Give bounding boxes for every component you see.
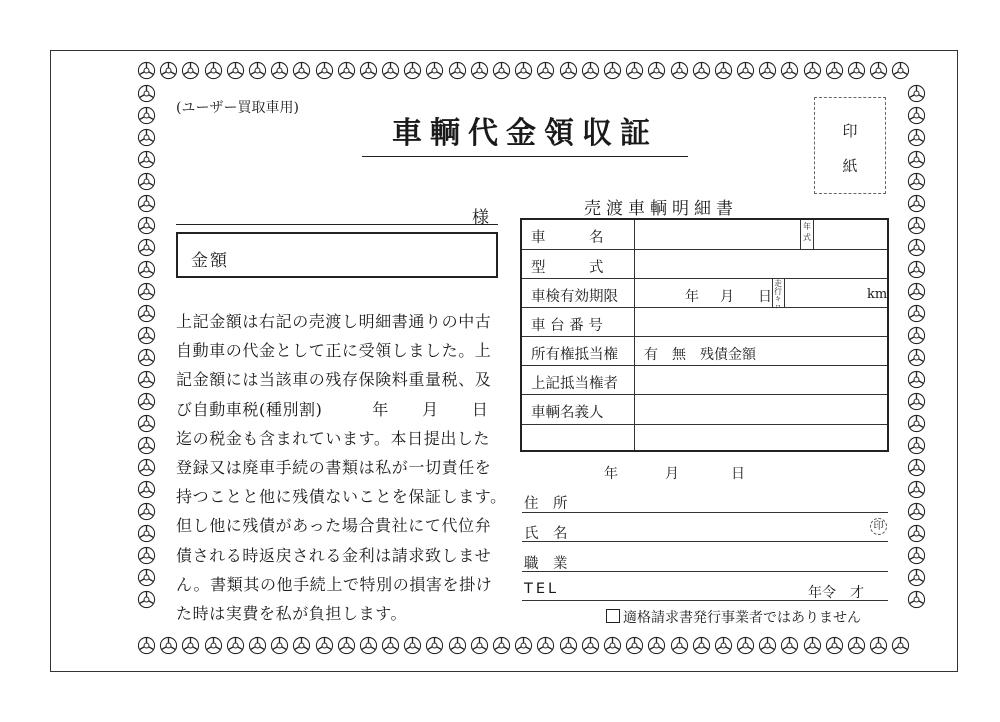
steering-wheel-icon <box>381 636 400 655</box>
steering-wheel-icon <box>907 568 926 587</box>
steering-wheel-icon <box>181 636 200 655</box>
steering-wheel-icon <box>891 636 910 655</box>
row-label-chassis-number: 車 台 番 号 <box>531 318 603 334</box>
steering-wheel-icon <box>137 216 156 235</box>
steering-wheel-icon <box>514 636 533 655</box>
steering-wheel-icon <box>803 61 822 80</box>
row-label-model: 型 式 <box>531 260 604 276</box>
address-label: 住 所 <box>524 496 568 512</box>
steering-wheel-icon <box>847 61 866 80</box>
tel-label: TEL <box>524 581 560 597</box>
date-month: 月 <box>665 466 679 482</box>
steering-wheel-icon <box>803 636 822 655</box>
body-line: た時は実費を私が負担します。 <box>176 604 408 624</box>
expiry-day: 日 <box>758 289 772 305</box>
body-line: 但し他に残債があった場合貴社にて代位弁 <box>176 516 492 536</box>
model-year-label-1: 年 <box>803 222 811 231</box>
steering-wheel-icon <box>647 636 666 655</box>
steering-wheel-icon <box>137 304 156 323</box>
steering-wheel-icon <box>270 61 289 80</box>
amount-box[interactable] <box>176 232 498 278</box>
steering-wheel-icon <box>907 282 926 301</box>
steering-wheel-icon <box>492 636 511 655</box>
steering-wheel-icon <box>736 61 755 80</box>
name-label: 氏 名 <box>524 526 568 542</box>
steering-wheel-icon <box>226 61 245 80</box>
steering-wheel-icon <box>907 458 926 477</box>
invoice-issuer-text: 適格請求書発行事業者ではありません <box>623 610 861 626</box>
mileage-label-2: 行 <box>774 287 782 296</box>
expiry-year: 年 <box>685 289 699 305</box>
steering-wheel-icon <box>292 61 311 80</box>
row-label-lienholder: 上記抵当権者 <box>531 376 618 392</box>
steering-wheel-icon <box>825 636 844 655</box>
steering-wheel-icon <box>137 150 156 169</box>
stamp-label-1: 印 <box>842 122 858 140</box>
steering-wheel-icon <box>559 61 578 80</box>
steering-wheel-icon <box>780 61 799 80</box>
body-line: 記金額には当該車の残存保険料重量税、及 <box>176 370 492 390</box>
row-label-inspection-expiry: 車検有効期限 <box>531 289 618 305</box>
steering-wheel-icon <box>907 326 926 345</box>
table-divider <box>634 220 635 450</box>
table-row-divider <box>522 307 887 308</box>
cell-divider <box>800 220 801 249</box>
steering-wheel-icon <box>137 568 156 587</box>
steering-wheel-icon <box>137 348 156 367</box>
steering-wheel-icon <box>825 61 844 80</box>
vehicle-detail-table <box>520 218 889 452</box>
body-line: 自動車の代金として正に受領しました。上 <box>176 341 492 361</box>
ornament-border-top <box>137 61 914 80</box>
body-line: 迄の税金も含まれています。本日提出した <box>176 428 491 448</box>
steering-wheel-icon <box>869 61 888 80</box>
steering-wheel-icon <box>470 61 489 80</box>
steering-wheel-icon <box>137 480 156 499</box>
tel-field[interactable] <box>522 600 888 601</box>
steering-wheel-icon <box>137 238 156 257</box>
steering-wheel-icon <box>714 61 733 80</box>
steering-wheel-icon <box>137 370 156 389</box>
stamp-label-2: 紙 <box>842 157 858 175</box>
body-line: び自動車税(種別割) 年 月 日 <box>176 399 489 419</box>
mileage-label-3: キロ <box>774 296 781 311</box>
row-label-ownership-lien: 所有権抵当権 <box>531 347 618 363</box>
ornament-border-bottom <box>137 636 914 655</box>
steering-wheel-icon <box>137 326 156 345</box>
steering-wheel-icon <box>692 61 711 80</box>
steering-wheel-icon <box>137 546 156 565</box>
expiry-month: 月 <box>720 289 734 305</box>
steering-wheel-icon <box>181 61 200 80</box>
steering-wheel-icon <box>647 61 666 80</box>
steering-wheel-icon <box>137 414 156 433</box>
steering-wheel-icon <box>670 61 689 80</box>
document-subtitle: (ユーザー買取車用) <box>176 100 299 116</box>
steering-wheel-icon <box>907 414 926 433</box>
steering-wheel-icon <box>869 636 888 655</box>
steering-wheel-icon <box>692 636 711 655</box>
table-row-divider <box>522 424 887 425</box>
table-row-divider <box>522 394 887 395</box>
steering-wheel-icon <box>492 61 511 80</box>
steering-wheel-icon <box>315 636 334 655</box>
steering-wheel-icon <box>907 128 926 147</box>
steering-wheel-icon <box>448 61 467 80</box>
km-unit: km <box>867 287 888 302</box>
steering-wheel-icon <box>625 636 644 655</box>
steering-wheel-icon <box>581 636 600 655</box>
date-year: 年 <box>604 466 618 482</box>
body-line: 持つことと他に残債ないことを保証します。 <box>176 487 507 507</box>
revenue-stamp-box <box>814 97 886 194</box>
steering-wheel-icon <box>758 61 777 80</box>
steering-wheel-icon <box>204 61 223 80</box>
steering-wheel-icon <box>536 636 555 655</box>
steering-wheel-icon <box>248 636 267 655</box>
steering-wheel-icon <box>907 370 926 389</box>
steering-wheel-icon <box>137 172 156 191</box>
steering-wheel-icon <box>907 502 926 521</box>
steering-wheel-icon <box>137 84 156 103</box>
ornament-border-left <box>137 84 156 612</box>
steering-wheel-icon <box>714 636 733 655</box>
occupation-field[interactable] <box>522 571 888 572</box>
occupation-label: 職 業 <box>524 556 568 572</box>
steering-wheel-icon <box>907 150 926 169</box>
steering-wheel-icon <box>907 260 926 279</box>
steering-wheel-icon <box>907 348 926 367</box>
steering-wheel-icon <box>425 636 444 655</box>
row-label-registered-owner: 車輌名義人 <box>531 405 604 421</box>
steering-wheel-icon <box>536 61 555 80</box>
steering-wheel-icon <box>907 546 926 565</box>
table-row-divider <box>522 336 887 337</box>
steering-wheel-icon <box>907 106 926 125</box>
body-line: 上記金額は右記の売渡し明細書通りの中古 <box>176 312 492 331</box>
body-line: 登録又は廃車手続の書類は私が一切責任を <box>176 458 492 478</box>
steering-wheel-icon <box>603 61 622 80</box>
steering-wheel-icon <box>137 194 156 213</box>
steering-wheel-icon <box>780 636 799 655</box>
date-day: 日 <box>731 466 745 482</box>
steering-wheel-icon <box>514 61 533 80</box>
steering-wheel-icon <box>736 636 755 655</box>
steering-wheel-icon <box>137 636 156 655</box>
steering-wheel-icon <box>159 636 178 655</box>
steering-wheel-icon <box>891 61 910 80</box>
steering-wheel-icon <box>907 524 926 543</box>
steering-wheel-icon <box>907 216 926 235</box>
body-line: 債される時返戻される金利は請求致しませ <box>176 545 492 565</box>
address-field[interactable] <box>522 512 888 513</box>
steering-wheel-icon <box>603 636 622 655</box>
receipt-body-text <box>176 307 506 628</box>
steering-wheel-icon <box>381 61 400 80</box>
steering-wheel-icon <box>137 458 156 477</box>
table-row-divider <box>522 249 887 250</box>
lien-options[interactable]: 有 無 残債金額 <box>644 347 756 363</box>
steering-wheel-icon <box>137 106 156 125</box>
steering-wheel-icon <box>470 636 489 655</box>
steering-wheel-icon <box>137 260 156 279</box>
cell-divider <box>813 220 814 249</box>
seal-mark: 印 <box>870 518 887 535</box>
steering-wheel-icon <box>907 84 926 103</box>
steering-wheel-icon <box>670 636 689 655</box>
recipient-suffix: 様 <box>472 208 489 228</box>
steering-wheel-icon <box>907 480 926 499</box>
cell-divider <box>784 278 785 307</box>
steering-wheel-icon <box>137 128 156 147</box>
steering-wheel-icon <box>425 61 444 80</box>
steering-wheel-icon <box>907 304 926 323</box>
steering-wheel-icon <box>159 61 178 80</box>
steering-wheel-icon <box>403 636 422 655</box>
detail-table-title: 売渡車輌明細書 <box>584 199 738 219</box>
steering-wheel-icon <box>847 636 866 655</box>
steering-wheel-icon <box>315 61 334 80</box>
steering-wheel-icon <box>137 392 156 411</box>
invoice-issuer-note <box>606 607 861 627</box>
row-label-car-name: 車 名 <box>531 230 604 246</box>
steering-wheel-icon <box>204 636 223 655</box>
steering-wheel-icon <box>137 282 156 301</box>
steering-wheel-icon <box>907 436 926 455</box>
steering-wheel-icon <box>359 61 378 80</box>
invoice-issuer-checkbox[interactable] <box>606 609 620 623</box>
amount-label: 金額 <box>191 251 229 271</box>
steering-wheel-icon <box>907 172 926 191</box>
recipient-line[interactable] <box>176 224 498 225</box>
steering-wheel-icon <box>907 590 926 609</box>
steering-wheel-icon <box>137 590 156 609</box>
steering-wheel-icon <box>137 502 156 521</box>
steering-wheel-icon <box>581 61 600 80</box>
steering-wheel-icon <box>907 194 926 213</box>
document-title: 車輌代金領収証 <box>362 108 688 157</box>
steering-wheel-icon <box>270 636 289 655</box>
body-line: ん。書類其の他手続上で特別の損害を掛け <box>176 574 493 594</box>
mileage-label-1: 走 <box>774 279 782 288</box>
table-row-divider <box>522 278 887 279</box>
steering-wheel-icon <box>337 61 356 80</box>
steering-wheel-icon <box>292 636 311 655</box>
steering-wheel-icon <box>359 636 378 655</box>
steering-wheel-icon <box>907 392 926 411</box>
steering-wheel-icon <box>226 636 245 655</box>
model-year-label-2: 式 <box>803 233 811 242</box>
steering-wheel-icon <box>625 61 644 80</box>
table-row-divider <box>522 365 887 366</box>
steering-wheel-icon <box>758 636 777 655</box>
name-field[interactable] <box>522 541 888 542</box>
steering-wheel-icon <box>248 61 267 80</box>
ornament-border-right <box>907 84 926 612</box>
steering-wheel-icon <box>907 238 926 257</box>
age-label: 年令 才 <box>808 585 864 601</box>
steering-wheel-icon <box>137 524 156 543</box>
steering-wheel-icon <box>337 636 356 655</box>
steering-wheel-icon <box>403 61 422 80</box>
steering-wheel-icon <box>137 61 156 80</box>
steering-wheel-icon <box>559 636 578 655</box>
steering-wheel-icon <box>448 636 467 655</box>
steering-wheel-icon <box>137 436 156 455</box>
